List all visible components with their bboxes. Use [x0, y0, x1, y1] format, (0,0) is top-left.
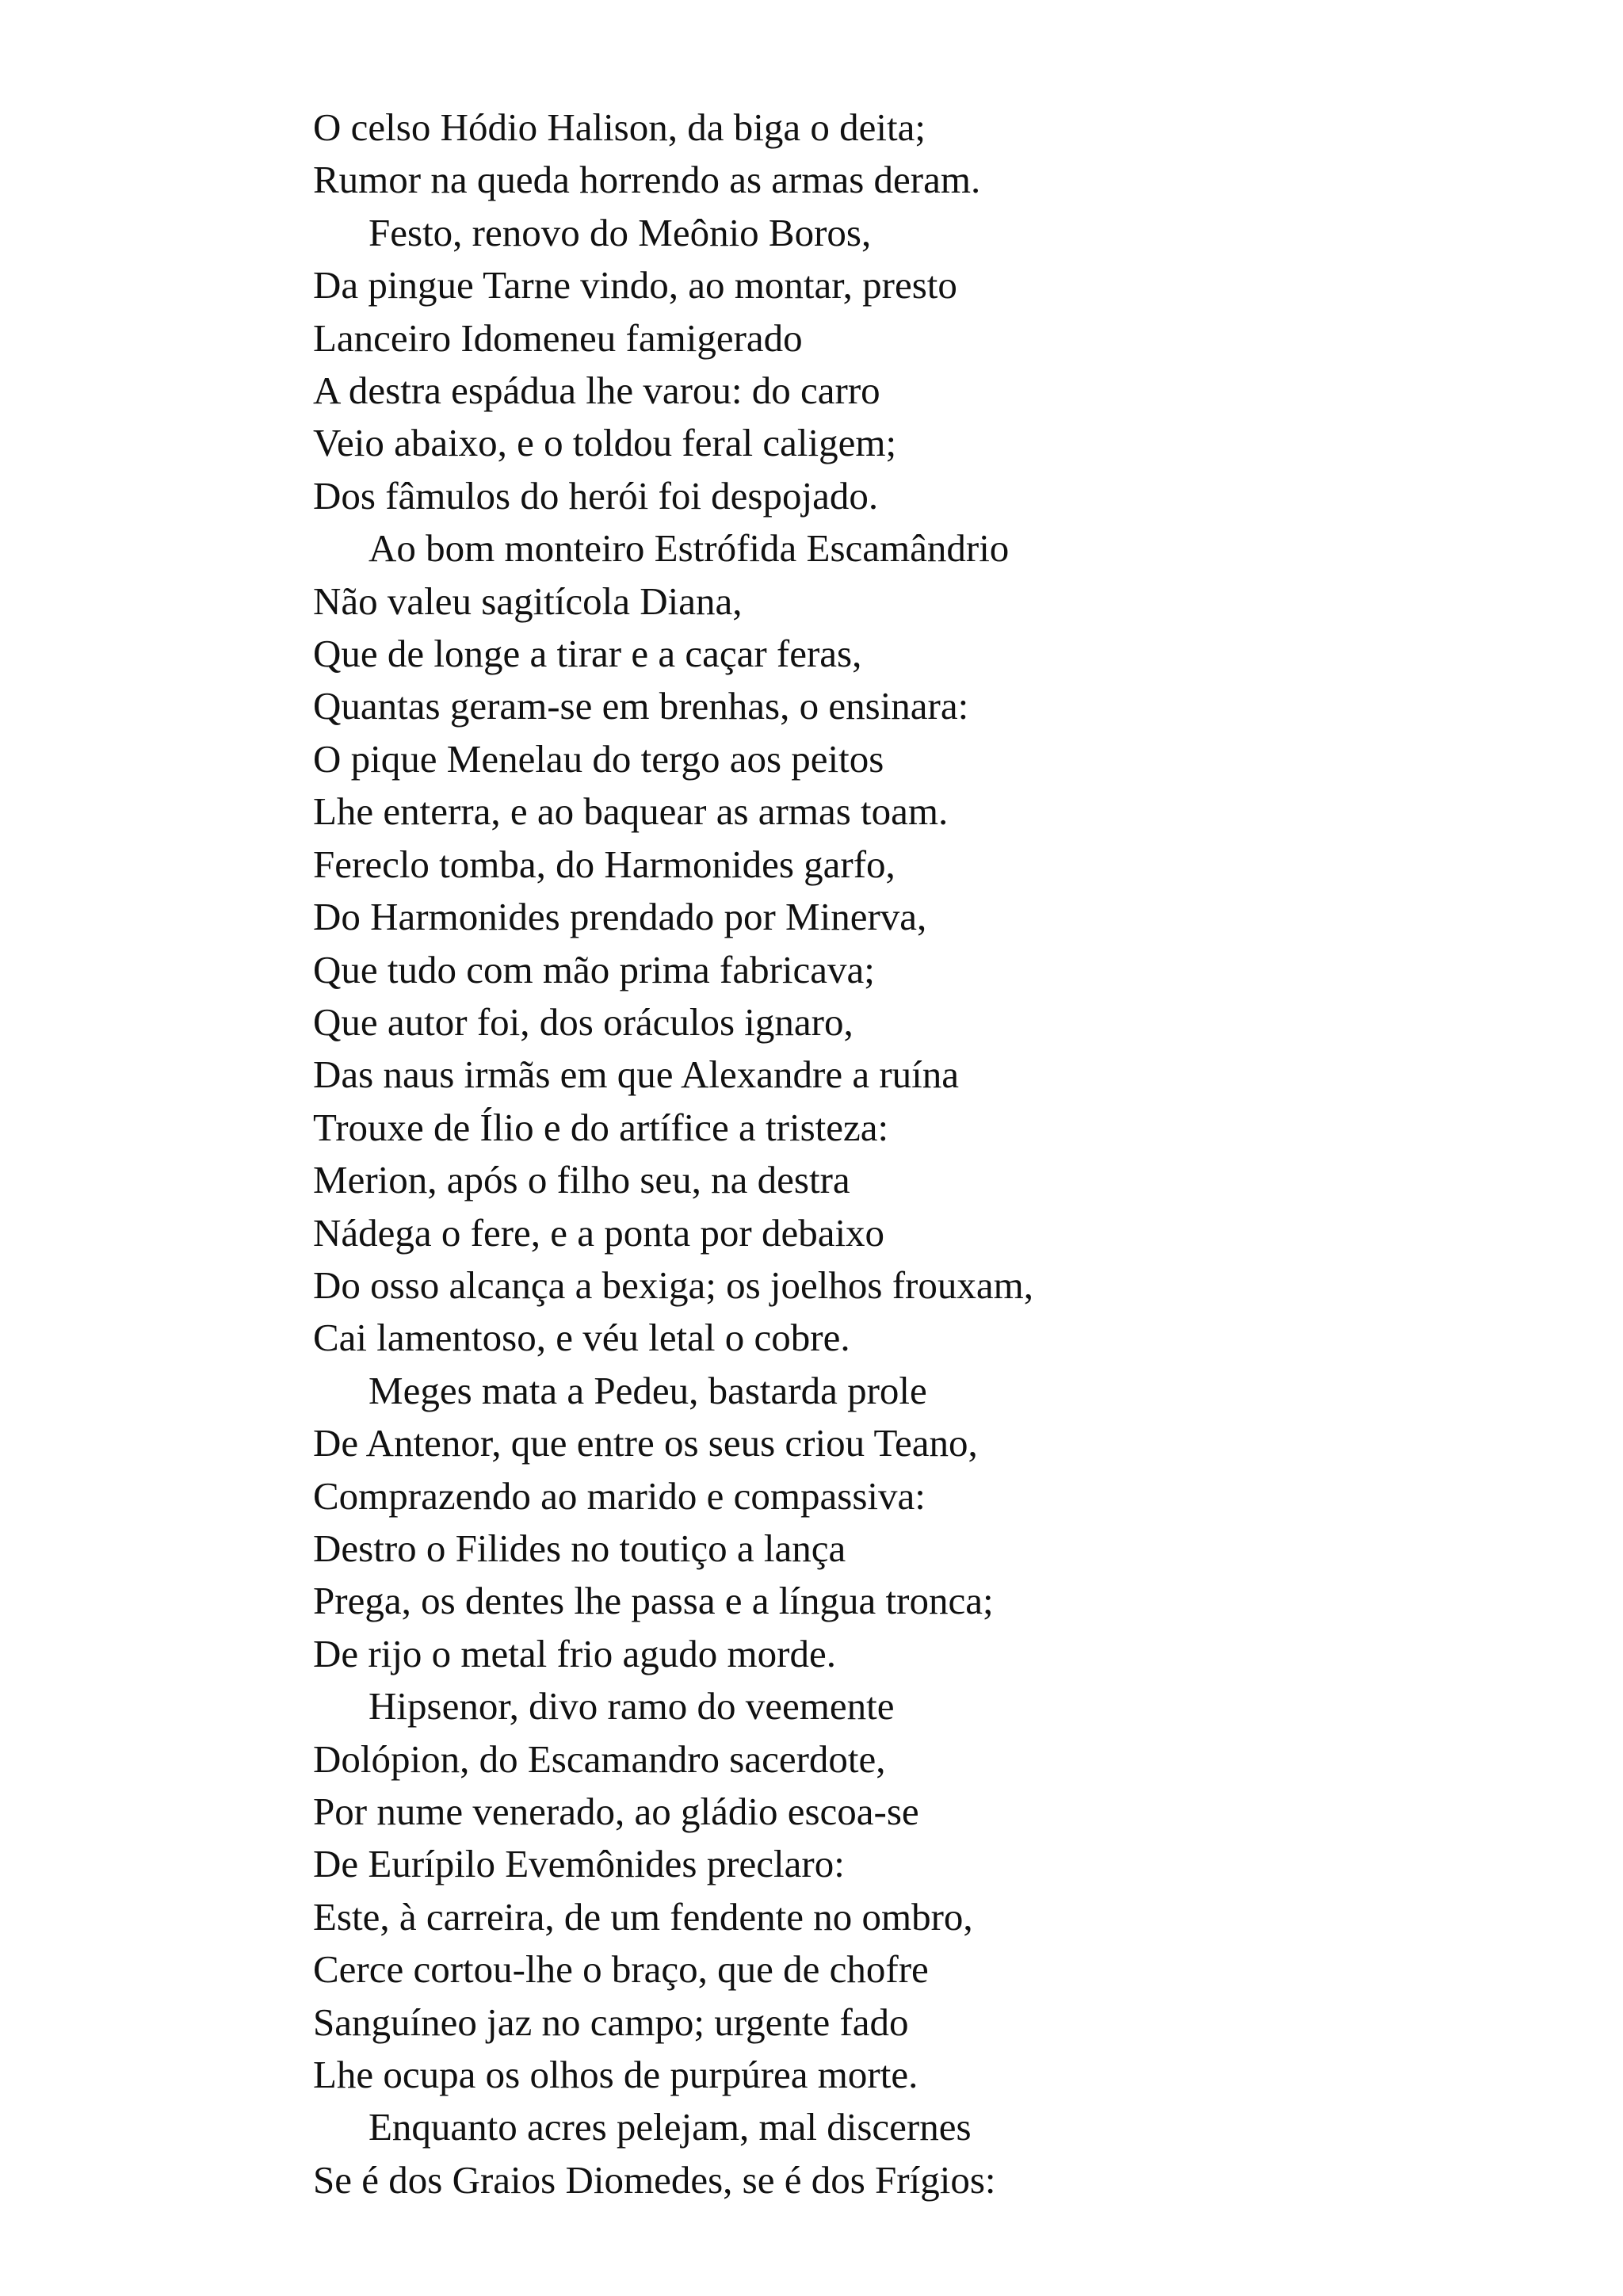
- verse-line: De rijo o metal frio agudo morde.: [313, 1631, 836, 1675]
- verse-line: Hipsenor, divo ramo do veemente: [369, 1684, 895, 1729]
- verse-line: Que de longe a tirar e a caçar feras,: [313, 632, 862, 676]
- verse-line: Se é dos Graios Diomedes, se é dos Frígios:: [313, 2157, 996, 2202]
- verse-line: De Eurípilo Evemônides preclaro:: [313, 1842, 845, 1886]
- verse-line: Merion, após o filho seu, na destra: [313, 1158, 850, 1202]
- verse-line: Meges mata a Pedeu, bastarda prole: [369, 1368, 927, 1412]
- verse-line: Destro o Filides no toutiço a lança: [313, 1526, 846, 1570]
- verse-line: Cerce cortou-lhe o braço, que de chofre: [313, 1947, 929, 1992]
- verse-line: Dolópion, do Escamandro sacerdote,: [313, 1736, 886, 1781]
- poem-text-block: [313, 101, 1549, 2206]
- verse-line: Dos fâmulos do herói foi despojado.: [313, 473, 879, 518]
- verse-line: Fereclo tomba, do Harmonides garfo,: [313, 842, 896, 886]
- verse-line: A destra espádua lhe varou: do carro: [313, 369, 880, 413]
- verse-line: Ao bom monteiro Estrófida Escamândrio: [369, 526, 1010, 571]
- verse-line: Quantas geram-se em brenhas, o ensinara:: [313, 684, 969, 728]
- verse-line: Este, à carreira, de um fendente no ombro,: [313, 1894, 973, 1939]
- verse-line: Cai lamentoso, e véu letal o cobre.: [313, 1316, 850, 1360]
- verse-line: O celso Hódio Halison, da biga o deita;: [313, 105, 926, 149]
- verse-line: Veio abaixo, e o toldou feral caligem;: [313, 421, 897, 465]
- verse-line: Que tudo com mão prima fabricava;: [313, 947, 875, 991]
- verse-line: Prega, os dentes lhe passa e a língua tronca;: [313, 1579, 994, 1623]
- verse-line: Sanguíneo jaz no campo; urgente fado: [313, 2000, 909, 2044]
- verse-line: Nádega o fere, e a ponta por debaixo: [313, 1210, 885, 1255]
- verse-line: Trouxe de Ílio e do artífice a tristeza:: [313, 1105, 889, 1149]
- verse-line: Por nume venerado, ao gládio escoa-se: [313, 1790, 919, 1833]
- verse-line: Lanceiro Idomeneu famigerado: [313, 315, 803, 360]
- verse-line: Comprazendo ao marido e compassiva:: [313, 1473, 926, 1518]
- verse-line: Das naus irmãs em que Alexandre a ruína: [313, 1052, 960, 1097]
- verse-line: Que autor foi, dos oráculos ignaro,: [313, 999, 854, 1044]
- verse-line: Festo, renovo do Meônio Boros,: [369, 210, 872, 254]
- verse-line: De Antenor, que entre os seus criou Teano,: [313, 1421, 978, 1465]
- verse-line: Do Harmonides prendado por Minerva,: [313, 895, 927, 939]
- verse-line: Lhe ocupa os olhos de purpúrea morte.: [313, 2053, 918, 2097]
- verse-line: Enquanto acres pelejam, mal discernes: [369, 2105, 972, 2149]
- verse-line: Lhe enterra, e ao baquear as armas toam.: [313, 789, 949, 834]
- verse-line: O pique Menelau do tergo aos peitos: [313, 736, 884, 781]
- verse-line: Do osso alcança a bexiga; os joelhos frouxam,: [313, 1263, 1033, 1307]
- verse-line: Não valeu sagitícola Diana,: [313, 579, 743, 623]
- verse-line: Rumor na queda horrendo as armas deram.: [313, 158, 981, 202]
- verse-line: Da pingue Tarne vindo, ao montar, presto: [313, 263, 957, 308]
